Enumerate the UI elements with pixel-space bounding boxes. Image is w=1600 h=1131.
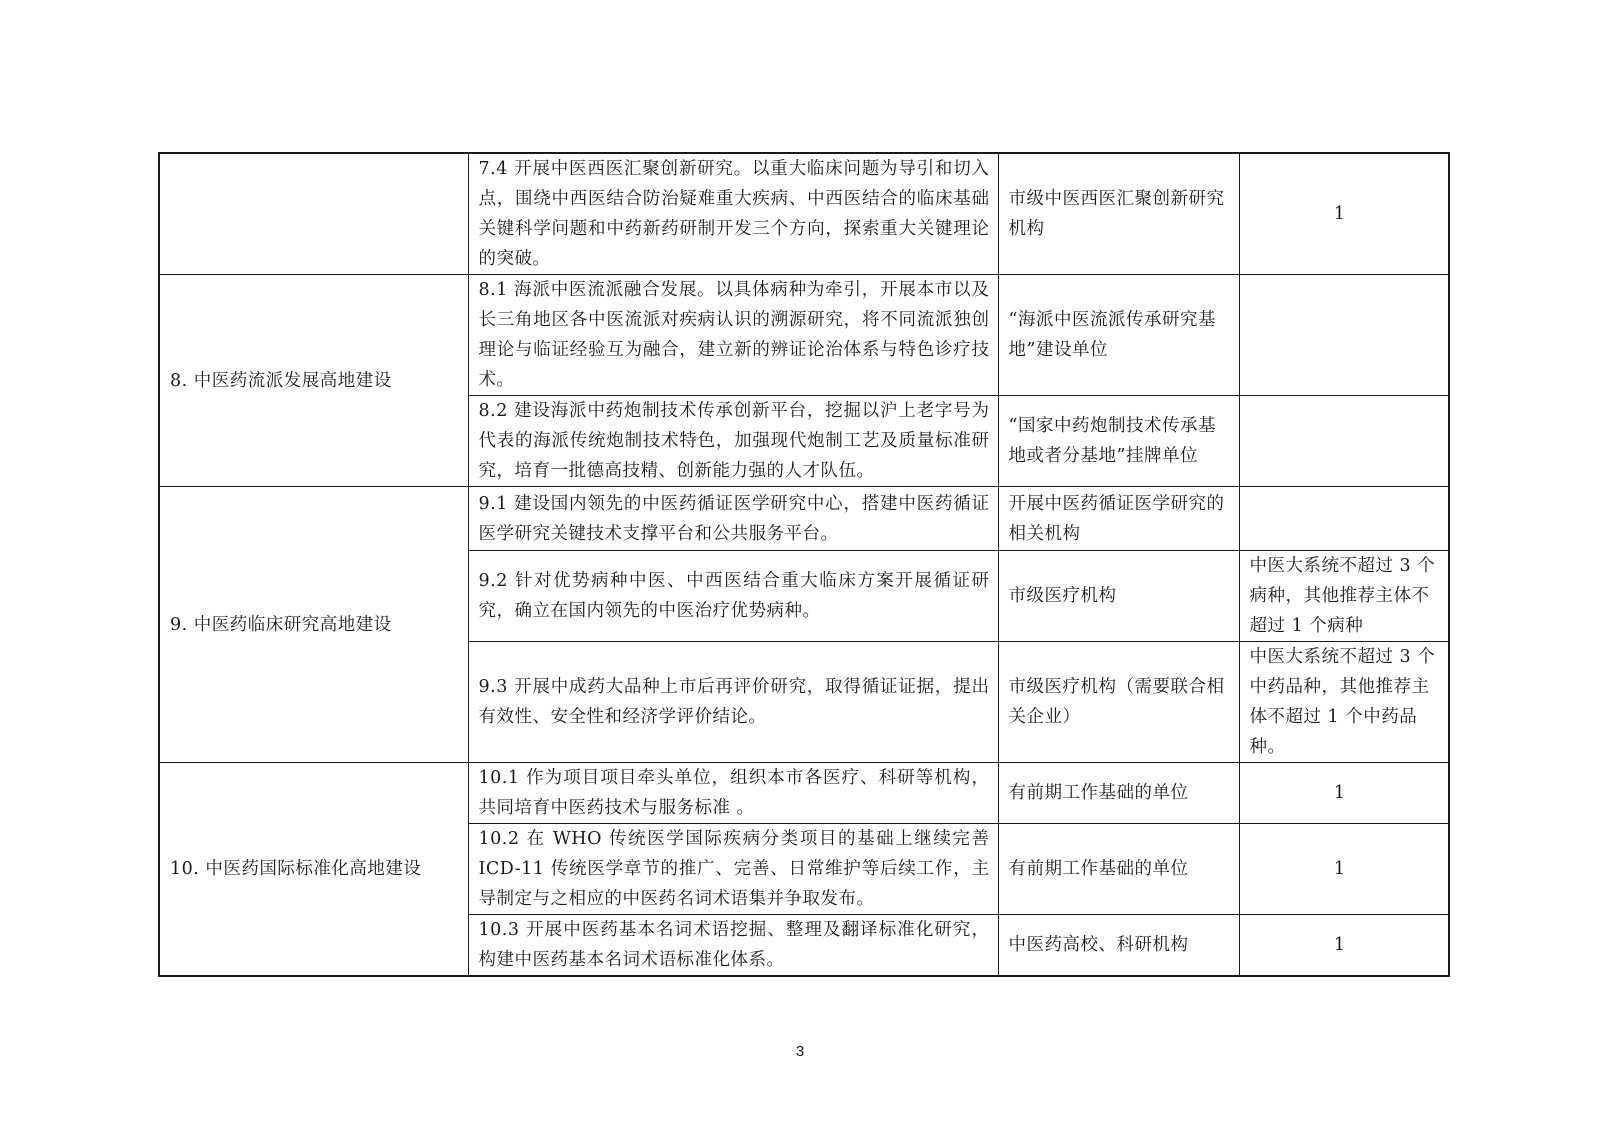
quota-cell-9-1 bbox=[1239, 487, 1449, 551]
quota-cell-10-3: 1 bbox=[1239, 915, 1449, 977]
task-cell-9-2: 9.2 针对优势病种中医、中西医结合重大临床方案开展循证研究，确立在国内领先的中医治疗优势病种。 bbox=[468, 551, 998, 642]
task-cell-10-2: 10.2 在 WHO 传统医学国际疾病分类项目的基础上继续完善 ICD-11 传统医学章节的推广、完善、日常维护等后续工作，主导制定与之相应的中医药名词术语集并争取发布。 bbox=[468, 824, 998, 915]
category-cell-8: 8. 中医药流派发展高地建设 bbox=[159, 275, 468, 487]
task-cell-10-3: 10.3 开展中医药基本名词术语挖掘、整理及翻译标准化研究，构建中医药基本名词术语标准化体系。 bbox=[468, 915, 998, 977]
category-cell-7 bbox=[159, 153, 468, 275]
quota-cell-9-3: 中医大系统不超过 3 个中药品种，其他推荐主体不超过 1 个中药品种。 bbox=[1239, 642, 1449, 763]
task-cell-7-4: 7.4 开展中医西医汇聚创新研究。以重大临床问题为导引和切入点，围绕中西医结合防治疑难重大疾病、中西医结合的临床基础关键科学问题和中药新药研制开发三个方向，探索重大关键理论的突破。 bbox=[468, 153, 998, 275]
table-row bbox=[159, 487, 1449, 551]
page-number: 3 bbox=[795, 1043, 805, 1060]
task-cell-9-3: 9.3 开展中成药大品种上市后再评价研究，取得循证证据，提出有效性、安全性和经济学评价结论。 bbox=[468, 642, 998, 763]
unit-cell-9-1: 开展中医药循证医学研究的相关机构 bbox=[998, 487, 1239, 551]
unit-cell-10-3: 中医药高校、科研机构 bbox=[998, 915, 1239, 977]
table-row bbox=[159, 763, 1449, 824]
unit-cell-7-4: 市级中医西医汇聚创新研究机构 bbox=[998, 153, 1239, 275]
task-cell-10-1: 10.1 作为项目项目牵头单位，组织本市各医疗、科研等机构，共同培育中医药技术与服务标准 。 bbox=[468, 763, 998, 824]
task-table bbox=[158, 152, 1450, 977]
task-cell-9-1: 9.1 建设国内领先的中医药循证医学研究中心，搭建中医药循证医学研究关键技术支撑平台和公共服务平台。 bbox=[468, 487, 998, 551]
quota-cell-8-2 bbox=[1239, 396, 1449, 487]
quota-cell-9-2: 中医大系统不超过 3 个病种，其他推荐主体不超过 1 个病种 bbox=[1239, 551, 1449, 642]
table-row bbox=[159, 153, 1449, 275]
quota-cell-10-2: 1 bbox=[1239, 824, 1449, 915]
quota-cell-8-1 bbox=[1239, 275, 1449, 396]
unit-cell-8-1: “海派中医流派传承研究基地”建设单位 bbox=[998, 275, 1239, 396]
unit-cell-10-2: 有前期工作基础的单位 bbox=[998, 824, 1239, 915]
category-cell-10: 10. 中医药国际标准化高地建设 bbox=[159, 763, 468, 977]
table-row bbox=[159, 275, 1449, 396]
unit-cell-8-2: “国家中药炮制技术传承基地或者分基地”挂牌单位 bbox=[998, 396, 1239, 487]
unit-cell-9-2: 市级医疗机构 bbox=[998, 551, 1239, 642]
task-cell-8-2: 8.2 建设海派中药炮制技术传承创新平台，挖掘以沪上老字号为代表的海派传统炮制技术特色，加强现代炮制工艺及质量标准研究，培育一批德高技精、创新能力强的人才队伍。 bbox=[468, 396, 998, 487]
category-cell-9: 9. 中医药临床研究高地建设 bbox=[159, 487, 468, 763]
unit-cell-10-1: 有前期工作基础的单位 bbox=[998, 763, 1239, 824]
unit-cell-9-3: 市级医疗机构（需要联合相关企业） bbox=[998, 642, 1239, 763]
task-cell-8-1: 8.1 海派中医流派融合发展。以具体病种为牵引，开展本市以及长三角地区各中医流派对疾病认识的溯源研究，将不同流派独创理论与临证经验互为融合，建立新的辨证论治体系与特色诊疗技术。 bbox=[468, 275, 998, 396]
quota-cell-7-4: 1 bbox=[1239, 153, 1449, 275]
quota-cell-10-1: 1 bbox=[1239, 763, 1449, 824]
